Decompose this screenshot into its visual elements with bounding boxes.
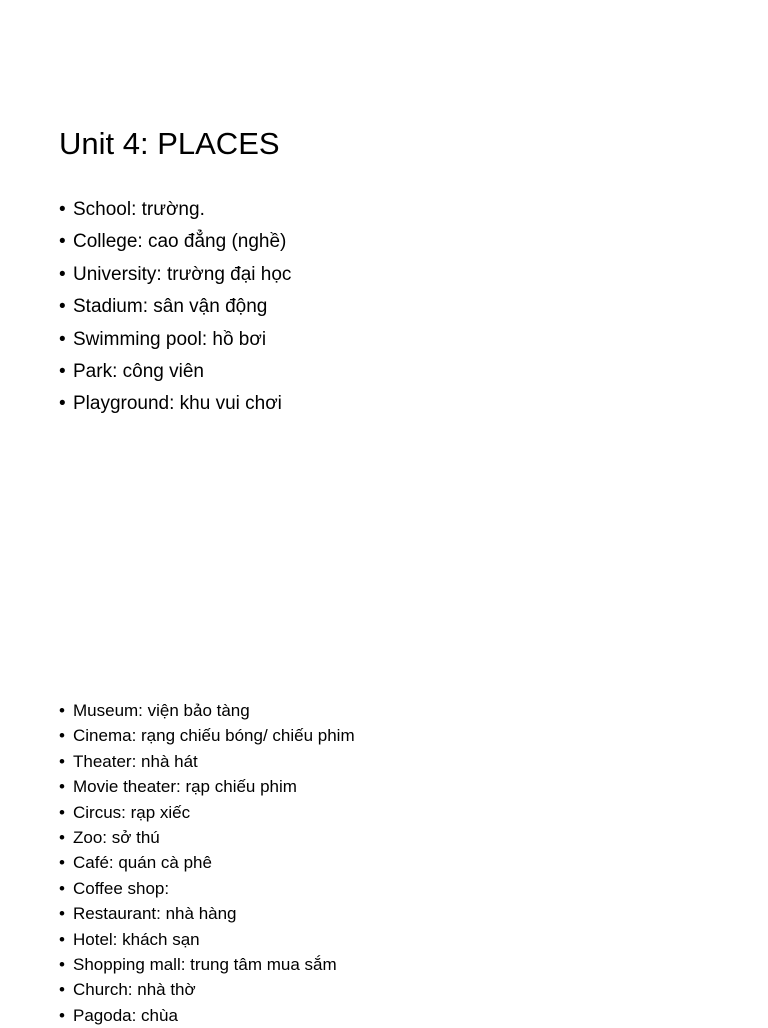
bullet-icon: • <box>59 802 65 822</box>
bullet-icon: • <box>59 853 65 873</box>
list-item: • Movie theater: rạp chiếu phim <box>59 774 355 799</box>
bullet-icon: • <box>59 929 65 949</box>
list-item: • Theater: nhà hát <box>59 749 355 774</box>
list-item: • Park: công viên <box>59 357 291 389</box>
list-item: • Zoo: sở thú <box>59 825 355 850</box>
list-item: • University: trường đại học <box>59 260 291 292</box>
bullet-icon: • <box>59 360 66 382</box>
bullet-icon: • <box>59 328 66 350</box>
bullet-icon: • <box>59 980 65 1000</box>
bullet-icon: • <box>59 777 65 797</box>
bullet-icon: • <box>59 827 65 847</box>
bullet-icon: • <box>59 904 65 924</box>
bullet-icon: • <box>59 199 66 220</box>
list-item: • Swimming pool: hồ bơi <box>59 325 291 357</box>
bullet-icon: • <box>59 726 65 746</box>
list-item: • Café: quán cà phê <box>59 850 355 875</box>
list-item: • School: trường. <box>59 195 291 227</box>
list-item: • College: cao đẳng (nghề) <box>59 227 291 259</box>
bullet-icon: • <box>59 878 65 898</box>
list-item: • Playground: khu vui chơi <box>59 389 291 421</box>
bullet-icon: • <box>59 231 66 253</box>
bullet-icon: • <box>59 751 65 771</box>
list-item: • Church: nhà thờ <box>59 977 355 1002</box>
bullet-icon: • <box>59 296 66 318</box>
bullet-icon: • <box>59 954 65 974</box>
vocabulary-list-1 <box>59 195 291 422</box>
list-item: • Restaurant: nhà hàng <box>59 901 355 926</box>
page-title: Unit 4: PLACES <box>59 126 280 161</box>
bullet-icon: • <box>59 701 65 720</box>
list-item: • Cinema: rạng chiếu bóng/ chiếu phim <box>59 723 355 748</box>
list-item: • Circus: rạp xiếc <box>59 800 355 825</box>
list-item: • Shopping mall: trung tâm mua sắm <box>59 952 355 977</box>
list-item: • Museum: viện bảo tàng <box>59 698 355 723</box>
list-item: • Coffee shop: <box>59 876 355 901</box>
list-item: • Pagoda: chùa <box>59 1003 355 1028</box>
bullet-icon: • <box>59 393 66 415</box>
vocabulary-list-2 <box>59 698 355 1028</box>
bullet-icon: • <box>59 1005 65 1025</box>
list-item: • Hotel: khách sạn <box>59 927 355 952</box>
list-item: • Stadium: sân vận động <box>59 292 291 324</box>
bullet-icon: • <box>59 263 66 285</box>
